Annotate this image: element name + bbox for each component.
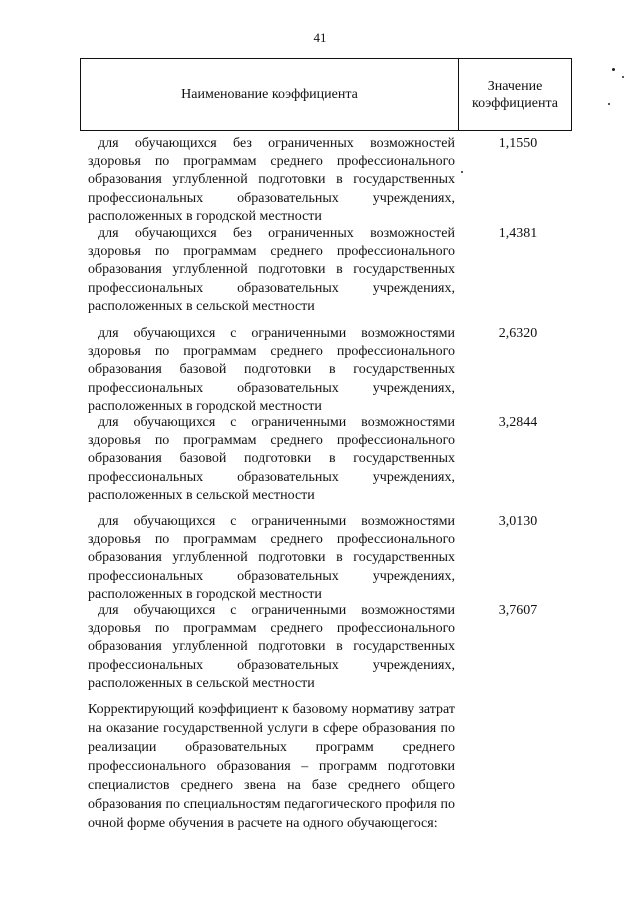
scan-speck [461, 171, 463, 173]
row-value: 2,6320 [498, 326, 538, 341]
row-value: 3,7607 [498, 603, 538, 618]
scan-speck [622, 76, 624, 78]
row-description: для обучающихся без ограниченных возможностей здоровья по программам среднего профессионального образования углубленной подготовки в государственных профессиональных образовательных учреждениях, расположенных в сельской местности [88, 226, 455, 314]
table-header [80, 58, 572, 131]
row-value: 1,4381 [498, 226, 538, 241]
footer-paragraph: Корректирующий коэффициент к базовому нормативу затрат на оказание государственной услуги в сфере образования по реализации образовательных программ среднего профессионального образования – программ подготовки специалистов среднего звена на базе среднего общего образования по специальностям педагогического профиля по очной форме обучения в расчете на одного обучающегося: [88, 702, 455, 831]
scan-speck [608, 103, 610, 105]
header-coefficient-value [459, 59, 571, 130]
header-value-line1: Значение [487, 78, 543, 94]
row-value: 1,1550 [498, 136, 538, 151]
row-description: для обучающихся без ограниченных возможностей здоровья по программам среднего профессионального образования углубленной подготовки в государственных профессиональных образовательных учреждениях, расположенных в городской местности [88, 136, 455, 224]
row-description: для обучающихся с ограниченными возможностями здоровья по программам среднего профессионального образования базовой подготовки в государственных профессиональных образовательных учреждениях, расположенных в сельской местности [88, 415, 455, 503]
page-number: 41 [313, 30, 327, 45]
scan-speck [612, 68, 615, 71]
row-value: 3,2844 [498, 415, 538, 430]
row-description: для обучающихся с ограниченными возможностями здоровья по программам среднего профессионального образования углубленной подготовки в государственных профессиональных образовательных учреждениях, расположенных в городской местности [88, 514, 455, 602]
header-value-line2: коэффициента [472, 95, 558, 111]
header-coefficient-name: Наименование коэффициента [81, 59, 459, 130]
row-value: 3,0130 [498, 514, 538, 529]
row-description: для обучающихся с ограниченными возможностями здоровья по программам среднего профессионального образования базовой подготовки в государственных профессиональных образовательных учреждениях, расположенных в городской местности [88, 326, 455, 414]
row-description: для обучающихся с ограниченными возможностями здоровья по программам среднего профессионального образования углубленной подготовки в государственных профессиональных образовательных учреждениях, расположенных в сельской местности [88, 603, 455, 691]
